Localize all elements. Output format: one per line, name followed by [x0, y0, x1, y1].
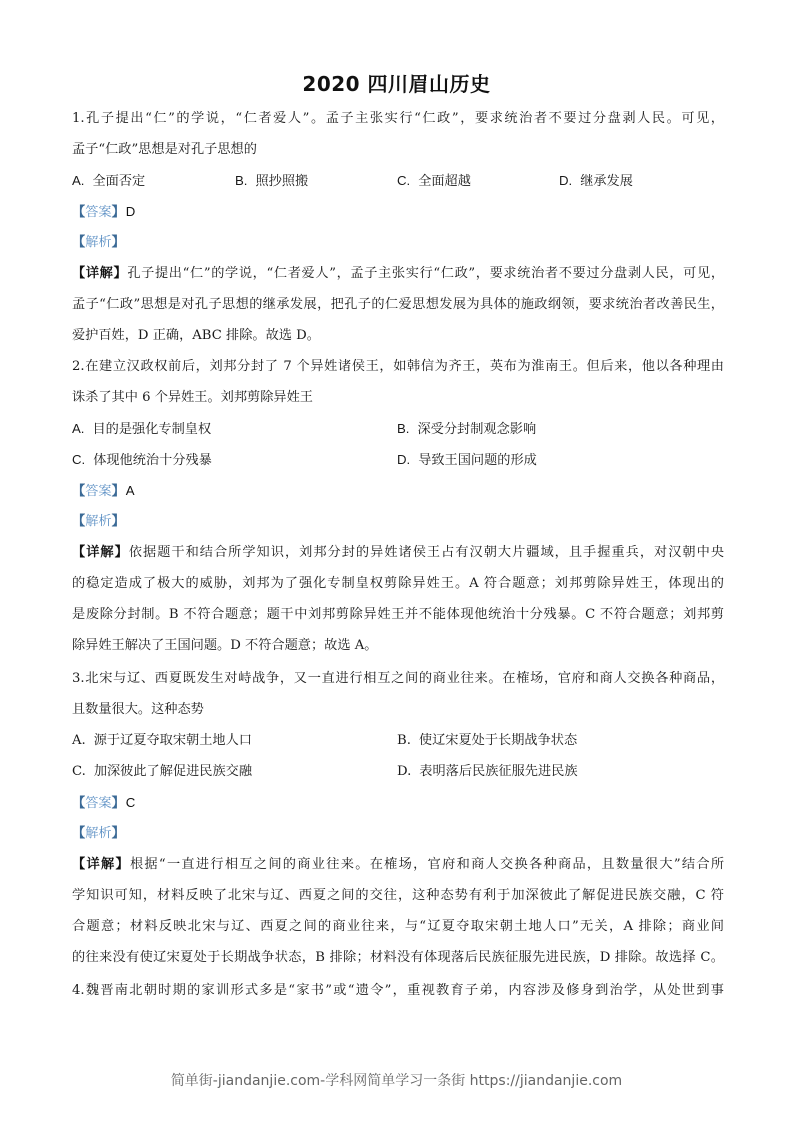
- option-letter: A.: [72, 173, 85, 188]
- q1-option-c: [397, 171, 471, 192]
- q2-analysis-label: 【解析】: [72, 514, 125, 529]
- q2-detail-line-1: 【详解】依据题干和结合所学知识，刘邦分封的异姓诸侯王占有汉朝大片疆域，且手握重兵，对汉朝中央: [72, 545, 725, 560]
- q3-option-b: B. 使辽宋夏处于长期战争状态: [397, 733, 578, 748]
- q3-detail-line-2: 学知识可知，材料反映了北宋与辽、西夏之间的交往，这种态势有利于加深彼此了解促进民族交融，C 符: [72, 888, 724, 903]
- q1-answer: 【答案】D: [72, 204, 136, 220]
- option-text: 继承发展: [580, 174, 633, 189]
- q1-stem-line-2: 孟子“仁政”思想是对孔子思想的: [72, 142, 257, 157]
- q3-stem-line-2: 且数量很大。这种态势: [72, 702, 204, 717]
- q1-option-b: [235, 171, 308, 192]
- option-letter: D.: [559, 173, 573, 188]
- q1-option-d: [559, 171, 633, 192]
- answer-value: D: [125, 204, 136, 219]
- option-letter: B.: [235, 173, 248, 188]
- q2-stem-line-1: 2.在建立汉政权前后，刘邦分封了 7 个异姓诸侯王，如韩信为齐王，英布为淮南王。但后来，他以各种理由: [72, 359, 724, 374]
- q2-option-d: D. 导致王国问题的形成: [397, 452, 537, 468]
- q1-detail-line-3: 爱护百姓，D 正确，ABC 排除。故选 D。: [72, 328, 320, 343]
- q4-stem-line-1: 4.魏晋南北朝时期的家训形式多是“家书”或“遗令”，重视教育子弟，内容涉及修身到治学，从处世到事: [72, 983, 724, 998]
- page-title: 2020 四川眉山历史: [302, 72, 491, 96]
- q3-detail-line-3: 合题意；材料反映北宋与辽、西夏之间的商业往来，与“辽夏夺取宋朝土地人口”无关，A 排除；商业间: [72, 919, 724, 934]
- q1-option-a: [72, 171, 145, 192]
- q1-detail-line-1: 【详解】孔子提出“仁”的学说，“仁者爱人”，孟子主张实行“仁政”，要求统治者不要过分盘剥人民，可见，: [72, 266, 725, 281]
- q3-stem-line-1: 3.北宋与辽、西夏既发生对峙战争，又一直进行相互之间的商业往来。在榷场，官府和商人交换各种商品，: [72, 671, 724, 686]
- q3-detail-line-4: 的往来没有使辽宋夏处于长期战争状态，B 排除；材料没有体现落后民族征服先进民族，D 排除。故选择 C。: [72, 950, 724, 965]
- option-letter: C.: [397, 173, 411, 188]
- option-text: 全面否定: [92, 174, 146, 189]
- q3-detail-line-1: 【详解】根据“一直进行相互之间的商业往来。在榷场，官府和商人交换各种商品，且数量很大”结合所: [72, 857, 725, 872]
- option-text: 照抄照搬: [255, 174, 309, 189]
- q2-option-c: C. 体现他统治十分残暴: [72, 452, 212, 468]
- q3-analysis-label: 【解析】: [72, 826, 125, 841]
- q1-detail-line-2: 孟子“仁政”思想是对孔子思想的继承发展，把孔子的仁爱思想发展为具体的施政纲领，要求统治者改善民生，: [72, 297, 724, 312]
- q1-analysis-label: 【解析】: [72, 235, 125, 250]
- option-text: 全面超越: [418, 174, 471, 189]
- q1-stem-line-1: 1.孔子提出“仁”的学说，“仁者爱人”。孟子主张实行“仁政”，要求统治者不要过分盘剥人民。可见，: [72, 111, 724, 126]
- q3-option-a: A. 源于辽夏夺取宋朝土地人口: [72, 733, 252, 748]
- q2-detail-line-3: 是废除分封制。B 不符合题意；题干中刘邦剪除异姓王并不能体现他统治十分残暴。C 不符合题意；刘邦剪: [72, 607, 724, 622]
- answer-value: A: [125, 483, 135, 498]
- q2-detail-line-2: 的稳定造成了极大的威胁，刘邦为了强化专制皇权剪除异姓王。A 符合题意；刘邦剪除异姓王，体现出的: [72, 576, 724, 591]
- q3-option-c: C. 加深彼此了解促进民族交融: [72, 764, 253, 779]
- footer-watermark: 简单街-jiandanjie.com-学科网简单学习一条街 https://jiandanjie.com: [170, 1073, 623, 1089]
- q2-option-b: B. 深受分封制观念影响: [397, 421, 537, 437]
- detail-label: 【详解】: [72, 266, 128, 281]
- q2-detail-line-4: 除异姓王解决了王国问题。D 不符合题意；故选 A。: [72, 638, 378, 653]
- answer-label: 答案: [85, 205, 112, 220]
- q2-answer: 【答案】A: [72, 483, 135, 499]
- q2-option-a: A. 目的是强化专制皇权: [72, 421, 212, 437]
- q2-stem-line-2: 诛杀了其中 6 个异姓王。刘邦剪除异姓王: [72, 390, 313, 405]
- q3-answer: 【答案】C: [72, 795, 136, 811]
- answer-value: C: [125, 795, 136, 810]
- q3-option-d: D. 表明落后民族征服先进民族: [397, 764, 578, 779]
